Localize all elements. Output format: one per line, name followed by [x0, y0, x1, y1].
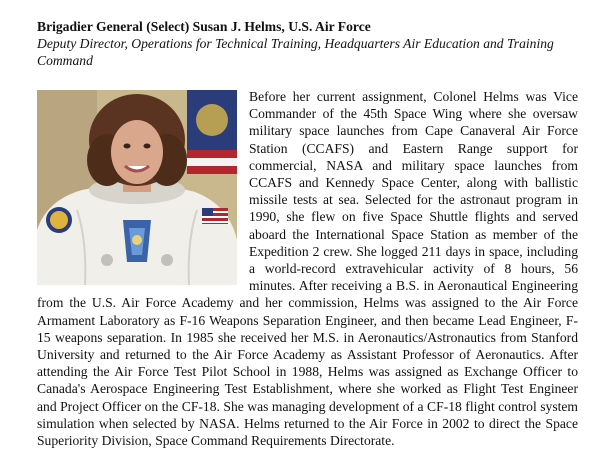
- astronaut-portrait: [37, 90, 237, 285]
- astronaut-portrait-icon: [37, 90, 237, 285]
- person-name-heading: Brigadier General (Select) Susan J. Helms, U.S. Air Force: [37, 19, 371, 34]
- person-position-subtitle: Deputy Director, Operations for Technical Training, Headquarters Air Education and Training Command: [37, 36, 554, 68]
- biography-section: [37, 88, 578, 449]
- biography-text: Before her current assignment, Colonel Helms was Vice Commander of the 45th Space Wing where she oversaw military space launches from Cape Canaveral Air Force Station (CCAFS) and Eastern Range support for commercial, NASA and military space launches from CCAFS and Kennedy Space Center, along with ballistic missile tests at sea. Selected for the astronaut program in 1990, she flew on five Space Shuttle flights and served aboard the International Space Station as member of the Expedition 2 crew. She logged 211 days in space, including a world-record extravehicular activity of 8 hours, 56 minutes. After receiving a B.S. in Aeronautical Engineering from the U.S. Air Force Academy and her commission, Helms was assigned to the Air Force Armament Laboratory as F-16 Weapons Separation Engineer, and then became Lead Engineer, F-15 weapons separation. In 1985 she received her M.S. in Aeronautics/Astronautics from Stanford University and returned to the Air Force Academy as Assistant Professor of Aeronautics. After attending the Air Force Test Pilot School in 1988, Helms was assigned as Exchange Officer to Canada's Aerospace Engineering Test Establishment, where she worked as Flight Test Engineer and Project Officer on the CF-18. She was managing development of a CF-18 flight control system simulation when selected by NASA. Helms returned to the Air Force in 2002 to direct the Space Superiority Division, Space Command Requirements Directorate.: [37, 89, 578, 449]
- biography-page: [37, 18, 578, 449]
